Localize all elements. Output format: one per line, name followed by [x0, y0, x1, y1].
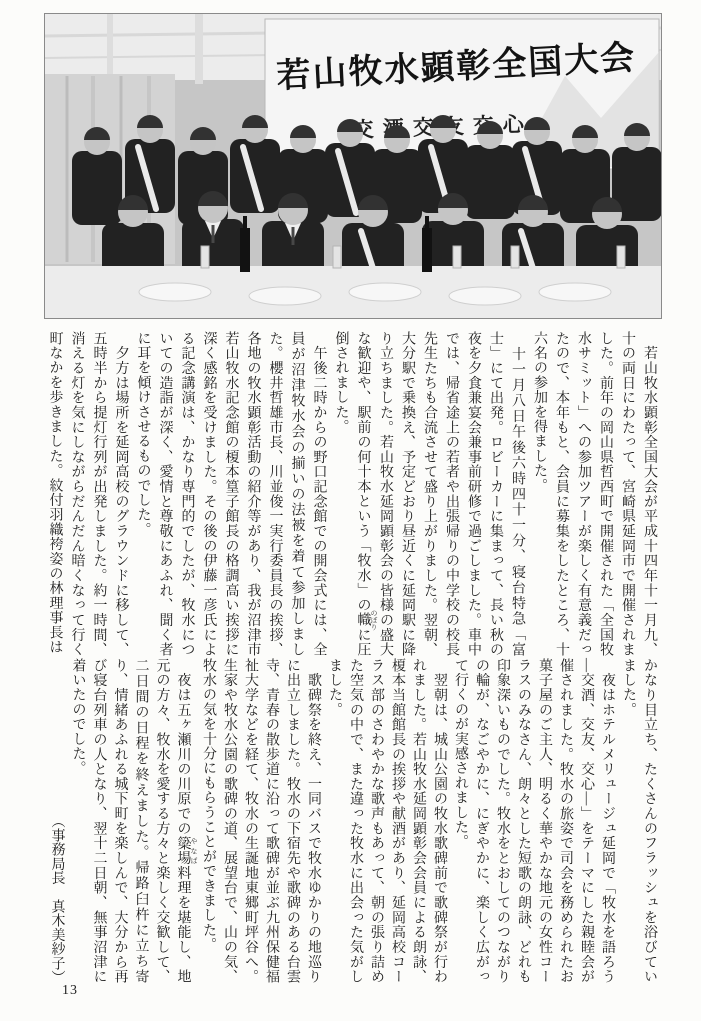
article-paragraph: 十一月八日午後六時四十一分、寝台特急「富士」にて出発。ロビーカーに集まって、長い秋の夜を夕食兼宴会兼事前研修で過ごしました。車中では、帰省途上の若者や出張帰りの中学校の校長先生たちも合流させて盛り上がりました。翌朝、大分駅で乗換え、予定どおり昼近くに延岡駅に降り立ちました。若山牧水延岡顕彰会の皆様の盛大な歓迎や、駅前の何十本という「牧水」の幟 のぼりに圧倒されました。 [333, 331, 525, 657]
article-paragraph: 若山牧水顕彰全国大会が平成十四年十一月九、十の両日にわたって、宮崎県延岡市で開催されました。前年の岡山県哲西町で開催された「全国牧水サミット」への参加ツアーが楽しく有意義だったので、本年もと、会員に募集をしたところ、十六名の参加を得ました。 [532, 331, 657, 657]
article-paragraph: 夕方は場所を延岡高校のグラウンドに移して、五時半から提灯行列が出発しました。約一時間、消える灯を気にしながらだんだん暗くなって行く町なかを歩きました。紋付羽織袴姿の林理事長は [47, 331, 129, 657]
banner-title: 若山牧水顕彰全国大会 [275, 39, 638, 96]
article-paragraph: 夜はホテルメリュージュ延岡で「牧水を語ろう―交酒、交友、交心―」をテーマにした親睦会が催されました。牧水の旅姿で司会を務められたお菓子屋のご主人、明るく華やかな地元の女性コーラスのみなさん、朗々とした短歌の朗詠、どれも印象深いものでした。牧水をとおしてのつながりの輪が、なごやかに、にぎやかに、楽しく広がって行くのが実感されました。 [453, 658, 615, 984]
conference-photo [45, 14, 661, 318]
article-paragraph: かなり目立ち、たくさんのフラッシュを浴びていました。 [621, 658, 657, 984]
page-number: 13 [62, 983, 78, 998]
article-paragraph: 夜は五ヶ瀬川の川原での簗場 やなば料理を堪能し、地元の方々、牧水を愛する方々と楽しく交歓して、二日間の日程を終えました。帰路臼杵に立ち寄り、情緒あふれる城下町を楽しんで、大分から再び寝台列車の人となり、翌十二日朝、無事沼津に着いたのでした。 [70, 658, 198, 984]
article-signature: （事務局長 真木美紗子） [49, 813, 65, 984]
article-paragraph: 翌朝は、城山公園の牧水歌碑前で歌碑祭が行われました。若山牧水延岡顕彰会会員による朗詠、榎本当館館長の挨拶や献酒があり、延岡高校コーラス部のさわやかな歌声もあって、朝の張り詰めた空気の中で、また違った牧水に出会った気がしました。 [327, 658, 447, 984]
article-band-1 [44, 331, 661, 657]
article-paragraph: 午後二時からの野口記念館での開会式には、全員が沼津牧水会の揃いの法被を着て参加しました。櫻井哲雄市長、川並俊一実行委員長の挨拶、各地の牧水顕彰活動の紹介等があり、我が沼津市若山牧水記念館の榎本篁子館長の格調高い挨拶に深く感銘を受けました。その後の伊藤一彦氏による記念講演は、かなり専門的でしたが、牧水についての造詣が深く、愛情と尊敬にあふれ、聞く者に耳を傾けさせるものでした。 [135, 331, 327, 657]
article-paragraph: 歌碑祭を終え、一同バスで牧水ゆかりの地巡りに出立しました。牧水の下宿先や歌碑のある台雲寺、青春の散歩道に沿って歌碑が並ぶ九州保健福祉大学などを経て、牧水の生誕地東郷町坪谷へ。生家や牧水公園の歌碑の道、展望台で、山の気、牧水の気を十分にもらうことができました。 [201, 658, 321, 984]
article-band-2 [47, 658, 661, 984]
